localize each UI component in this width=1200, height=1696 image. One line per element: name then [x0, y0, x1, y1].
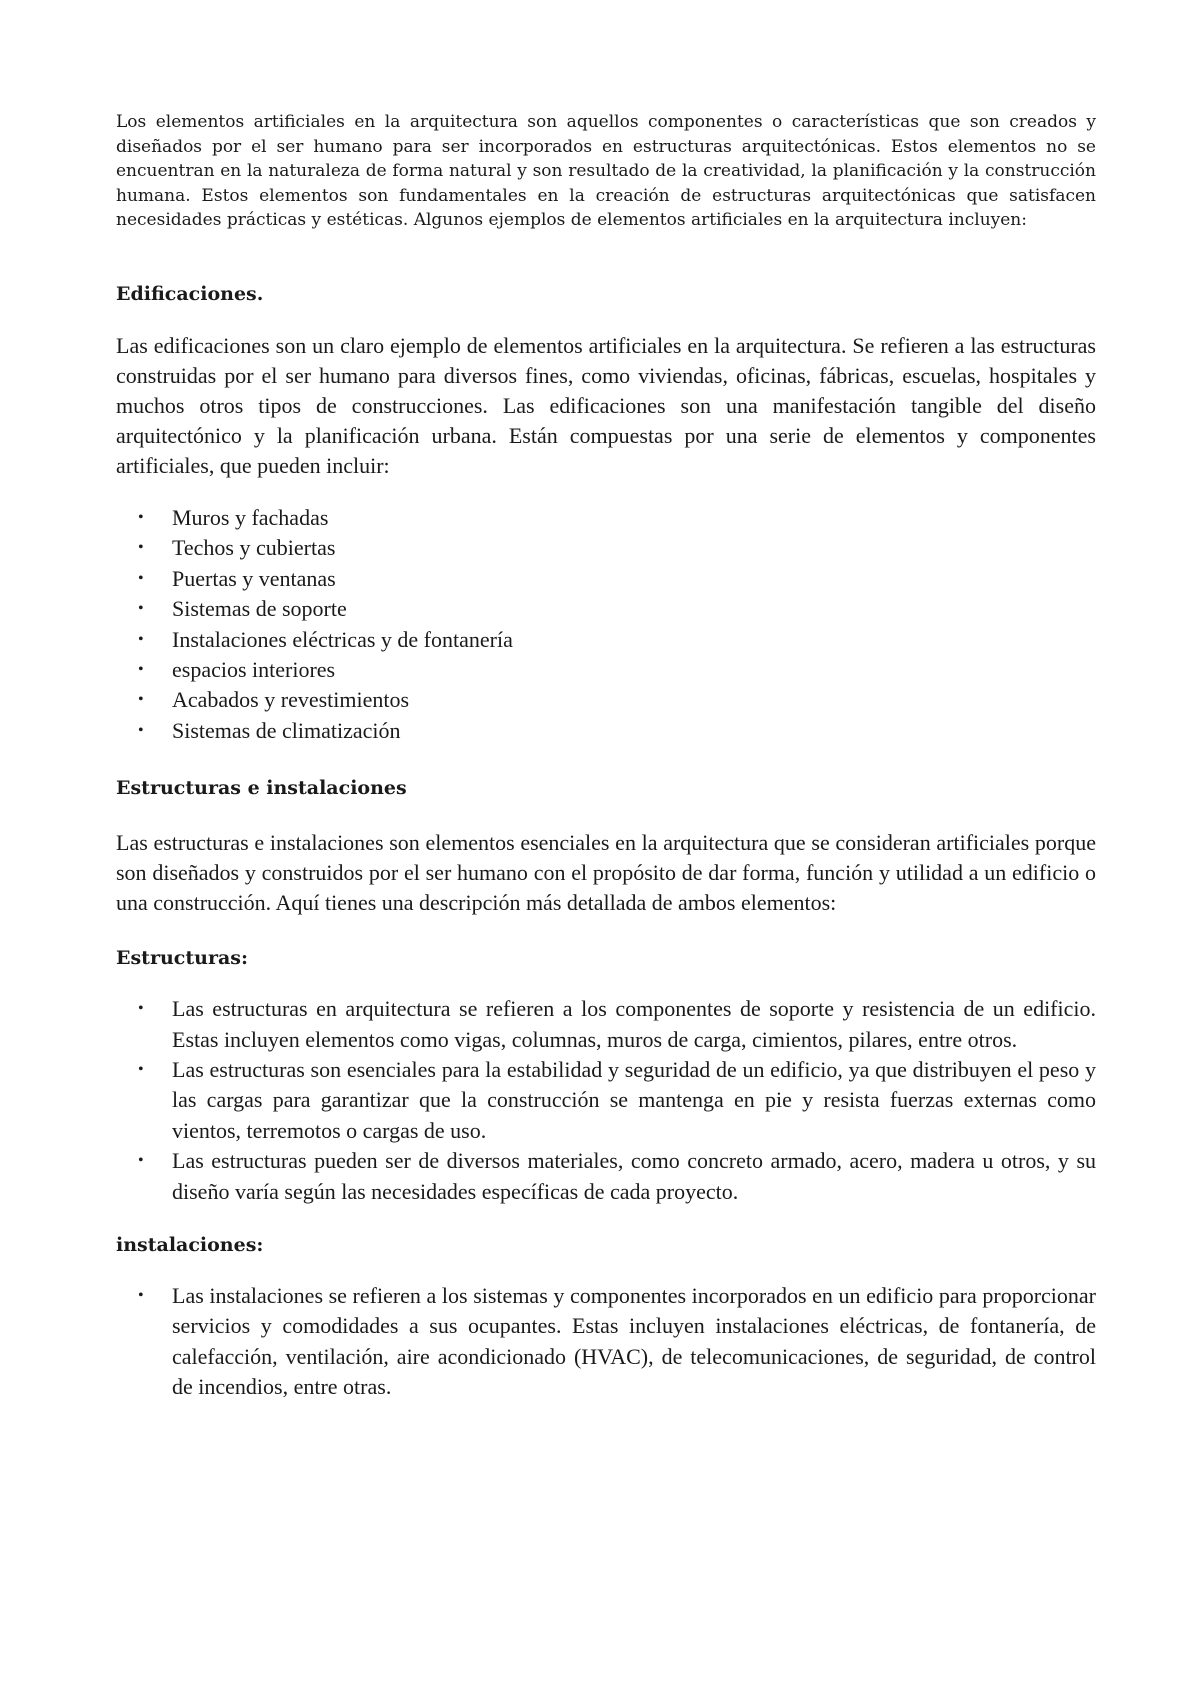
bullet-icon: •	[138, 1061, 144, 1079]
list-item	[116, 655, 1096, 685]
list-item-text: espacios interiores	[172, 657, 336, 682]
bullet-icon: •	[138, 661, 144, 678]
list-item	[116, 1281, 1096, 1403]
list-item-text: Puertas y ventanas	[172, 565, 336, 591]
list-item-text: Las estructuras son esenciales para la estabilidad y seguridad de un edificio, ya que distribuyen el peso y las cargas para garantizar que la construcción se mantenga en pie y resista fuerzas externas como vientos, terremotos o cargas de uso.	[172, 1057, 1096, 1143]
list-item-text: Acabados y revestimientos	[172, 687, 410, 713]
list-item	[116, 503, 1096, 533]
bullet-icon: •	[138, 508, 144, 526]
paragraph-estructuras-e-instalaciones: Las estructuras e instalaciones son elementos esenciales en la arquitectura que se consideran artificiales porque son diseñados y construidos por el ser humano con el propósito de dar forma, función y utilidad a un edificio o una construcción. Aquí tienes una descripción más detallada de ambos elementos:	[116, 830, 1096, 916]
list-item-text: Sistemas de soporte	[172, 596, 347, 622]
list-estructuras	[116, 994, 1096, 1207]
bullet-icon: •	[138, 630, 144, 648]
bullet-icon: •	[138, 1152, 144, 1170]
list-item-text: Instalaciones eléctricas y de fontanería	[172, 626, 513, 652]
list-item	[116, 1146, 1096, 1207]
list-item-text: Las instalaciones se refieren a los sistemas y componentes incorporados en un edificio para proporcionar servicios y comodidades a sus ocupantes. Estas incluyen instalaciones eléctricas, de fontanería, de calefacción, ventilación, aire acondicionado (HVAC), de telecomunicaciones, de seguridad, de control de incendios, entre otras.	[172, 1283, 1096, 1400]
list-item	[116, 625, 1096, 655]
heading-edificaciones: Edificaciones.	[116, 282, 264, 305]
heading-estructuras-e-instalaciones: Estructuras e instalaciones	[116, 777, 407, 800]
list-instalaciones	[116, 1281, 1096, 1403]
list-item	[116, 685, 1096, 715]
list-item	[116, 1055, 1096, 1146]
list-item-text: Las estructuras pueden ser de diversos materiales, como concreto armado, acero, madera u otros, y su diseño varía según las necesidades específicas de cada proyecto.	[172, 1148, 1096, 1204]
bullet-icon: •	[138, 691, 144, 709]
bullet-icon: •	[138, 1287, 144, 1305]
bullet-icon: •	[138, 600, 144, 618]
intro-paragraph: Los elementos artificiales en la arquitectura son aquellos componentes o características que son creados y diseñados por el ser humano para ser incorporados en estructuras arquitectónicas. Estos elementos no se encuentran en la naturaleza de forma natural y son resultado de la creatividad, la planificación y la construcción humana. Estos elementos son fundamentales en la creación de estructuras arquitectónicas que satisfacen necesidades prácticas y estéticas. Algunos ejemplos de elementos artificiales en la arquitectura incluyen:	[116, 112, 1096, 231]
bullet-icon: •	[138, 569, 144, 587]
list-item	[116, 594, 1096, 624]
bullet-icon: •	[138, 721, 144, 739]
list-item-text: Sistemas de climatización	[172, 717, 401, 743]
heading-estructuras: Estructuras:	[116, 947, 248, 970]
list-edificaciones	[116, 503, 1096, 746]
bullet-icon: •	[138, 539, 144, 557]
bullet-icon: •	[138, 1000, 144, 1018]
list-item	[116, 533, 1096, 563]
document-page	[116, 110, 1096, 1403]
list-item-text: Techos y cubiertas	[172, 535, 336, 561]
heading-instalaciones: instalaciones:	[116, 1234, 264, 1257]
list-item	[116, 994, 1096, 1055]
list-item-text: Las estructuras en arquitectura se refieren a los componentes de soporte y resistencia de un edificio. Estas incluyen elementos como vigas, columnas, muros de carga, cimientos, pilares, entre otros.	[172, 996, 1096, 1052]
paragraph-edificaciones: Las edificaciones son un claro ejemplo de elementos artificiales en la arquitectura. Se refieren a las estructuras construidas por el ser humano para diversos fines, como viviendas, oficinas, fábricas, escuelas, hospitales y muchos otros tipos de construcciones. Las edificaciones son una manifestación tangible del diseño arquitectónico y la planificación urbana. Están compuestas por una serie de elementos y componentes artificiales, que pueden incluir:	[116, 332, 1096, 478]
list-item-text: Muros y fachadas	[172, 504, 329, 530]
list-item	[116, 564, 1096, 594]
list-item	[116, 716, 1096, 746]
